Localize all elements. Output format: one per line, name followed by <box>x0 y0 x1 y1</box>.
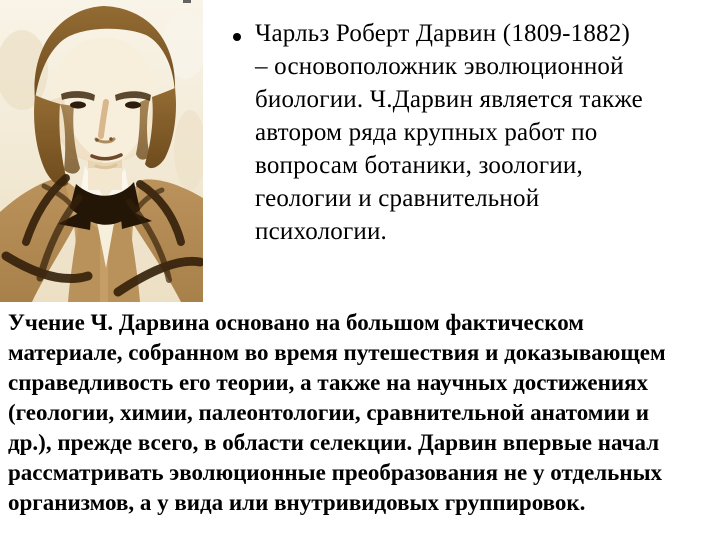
text-line: биологии. Ч.Дарвин является также <box>255 86 643 113</box>
scan-artifact-mark <box>183 0 191 3</box>
text-line: автором ряда крупных работ по <box>255 119 598 146</box>
text-line: Чарльз Роберт Дарвин (1809-1882) <box>255 20 630 47</box>
footer-paragraph <box>8 308 718 518</box>
text-line: психологии. <box>255 218 388 245</box>
text-line: – основоположник эволюционной <box>255 53 624 80</box>
text-line: материале, собранном во время путешествия и доказывающем <box>8 340 666 365</box>
text-line: Учение Ч. Дарвина основано на большом фактическом <box>8 310 584 335</box>
text-line: справедливость его теории, а также на научных достижениях <box>8 370 649 395</box>
text-line: рассматривать эволюционные преобразования не у отдельных <box>8 460 663 485</box>
text-line: геологии и сравнительной <box>255 185 540 212</box>
text-line: вопросам ботаники, зоологии, <box>255 152 583 179</box>
bullet-marker <box>233 33 241 41</box>
text-line: др.), прежде всего, в области селекции. Дарвин впервые начал <box>8 430 660 455</box>
bullet-paragraph <box>255 17 707 248</box>
darwin-portrait-image <box>0 0 203 302</box>
text-line: (геологии, химии, палеонтологии, сравнительной анатомии и <box>8 400 649 425</box>
text-line: организмов, а у вида или внутривидовых группировок. <box>8 490 586 515</box>
